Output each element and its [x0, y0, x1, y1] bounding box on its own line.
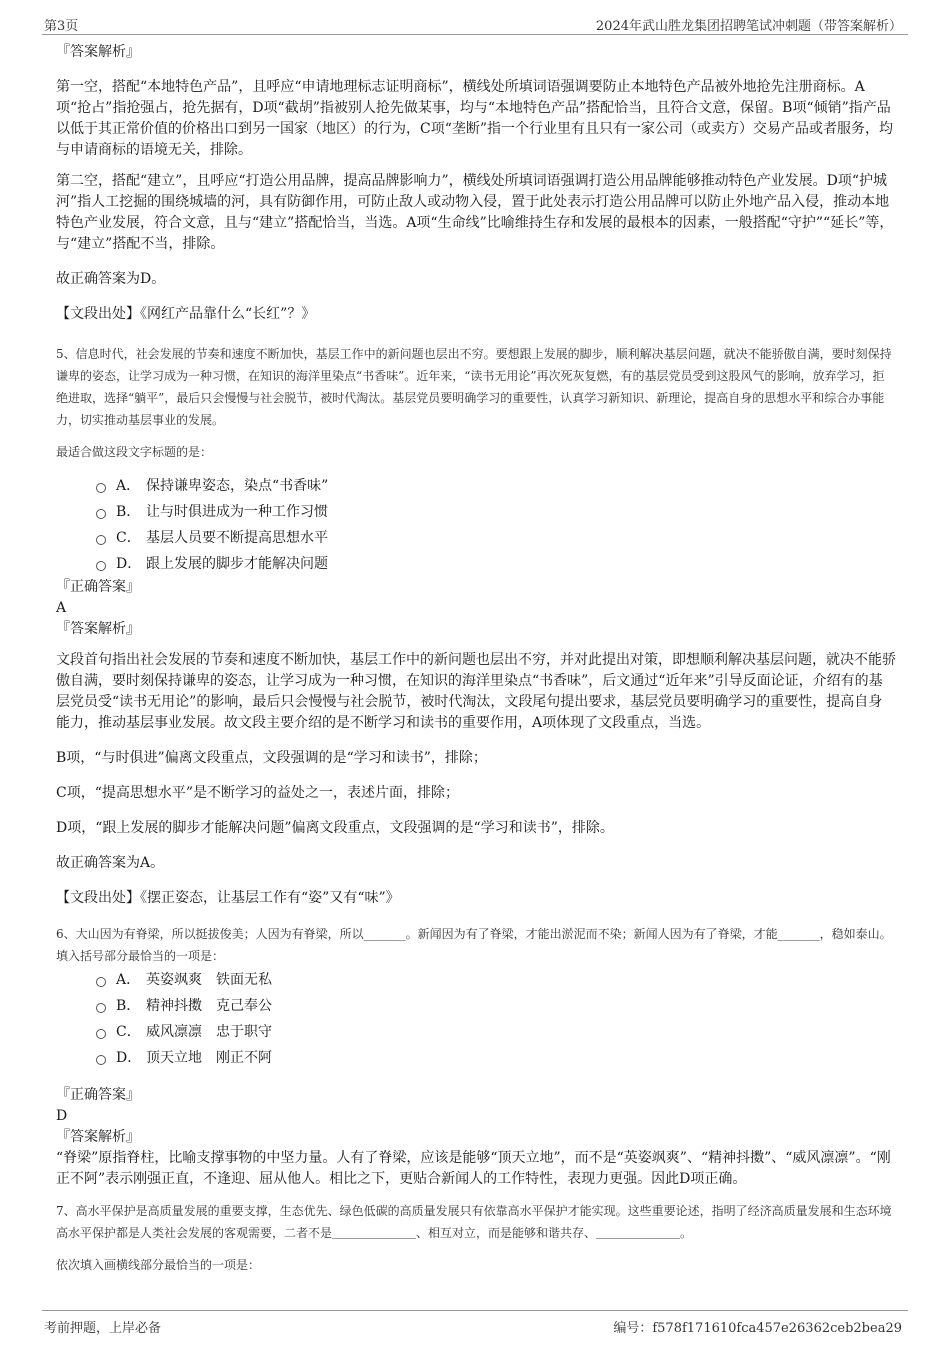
q5-options	[96, 473, 896, 577]
q6-stem: 6、大山因为有脊梁，所以挺拔俊美；人因为有脊梁，所以_______。新闻因为有了脊梁，才能出淤泥而不染；新闻人因为有了脊梁，才能_______，稳如泰山。	[56, 927, 892, 941]
document-code: 编号：f578f171610fca457e26362ceb2bea29	[613, 1321, 902, 1336]
q5-c-note: C项，“提高思想水平”是不断学习的益处之一，表述片面，排除；	[56, 785, 460, 801]
q5-conclusion: 故正确答案为A。	[56, 855, 165, 871]
q5-stem: 5、信息时代，社会发展的节奏和速度不断加快，基层工作中的新问题也层出不穷。要想跟上发展的脚步，顺利解决基层问题，就决不能骄傲自满，要时刻保持谦卑的姿态，让学习成为一种习惯，在知识的海洋里染点“书香味”。近年来，“读书无用论”再次死灰复燃，有的基层党员受到这股风气的影响，放弃学习，拒绝进取，选择“躺平”，最后只会慢慢与社会脱节，被时代淘汰。基层党员要明确学习的重要性，认真学习新知识、新理论，提高自身的思想水平和综合办事能力，切实推动基层事业的发展。	[56, 347, 892, 427]
q4-analysis-label: 『答案解析』	[56, 44, 140, 60]
q5-question: 最适合做这段文字标题的是：	[56, 445, 213, 459]
q6-analysis: “脊梁”原指脊柱，比喻支撑事物的中坚力量。人有了脊梁，应该是能够“顶天立地”，而不是“英姿飒爽”、“精神抖擞”、“威风凛凛”。“刚正不阿”表示刚强正直，不逢迎、屈从他人。相比之下，更贴合新闻人的工作特性，表现力更强。因此D项正确。	[56, 1150, 891, 1187]
radio-icon[interactable]	[96, 561, 106, 571]
q6-option-d[interactable]: D． 顶天立地 刚正不阿	[96, 1045, 896, 1071]
footer-note: 考前押题，上岸必备	[44, 1321, 162, 1336]
document-title: 2024年武山胜龙集团招聘笔试冲刺题（带答案解析）	[595, 19, 902, 34]
q6-option-c[interactable]: C． 威风凛凛 忠于职守	[96, 1019, 896, 1045]
radio-icon[interactable]	[96, 1055, 106, 1065]
q5-analysis: 文段首句指出社会发展的节奏和速度不断加快，基层工作中的新问题也层出不穷，并对此提出对策，即想顺利解决基层问题，就决不能骄傲自满，要时刻保持谦卑的姿态，让学习成为一种习惯，在知识的海洋里染点“书香味”，后文通过“近年来”引导反面论证，介绍有的基层党员受“读书无用论”的影响，最后只会慢慢与社会脱节，被时代淘汰，文段尾句提出要求，基层党员要明确学习的重要性，提高自身能力，推动基层事业发展。故文段主要介绍的是不断学习和读书的重要作用，A项体现了文段重点，当选。	[56, 652, 896, 731]
radio-icon[interactable]	[96, 1003, 106, 1013]
q4-analysis-para1: 第一空，搭配“本地特色产品”，且呼应“申请地理标志证明商标”，横线处所填词语强调要防止本地特色产品被外地抢先注册商标。A项“抢占”指抢强占，抢先据有，D项“截胡”指被别人抢先做某事，均与“本地特色产品”搭配恰当，且符合文意，保留。B项“倾销”指产品以低于其正常价值的价格出口到另一国家（地区）的行为，C项“垄断”指一个行业里有且只有一家公司（或卖方）交易产品或者服务，均与申请商标的语境无关，排除。	[56, 79, 894, 158]
q5-source: 【文段出处】《摆正姿态，让基层工作有“姿”又有“味”》	[56, 890, 400, 906]
q6-options	[96, 967, 896, 1071]
q5-option-a[interactable]: A． 保持谦卑姿态，染点“书香味”	[96, 473, 896, 499]
q5-option-b[interactable]: B． 让与时俱进成为一种工作习惯	[96, 499, 896, 525]
radio-icon[interactable]	[96, 535, 106, 545]
q4-source: 【文段出处】《网红产品靠什么“长红”？》	[56, 306, 316, 322]
q4-conclusion: 故正确答案为D。	[56, 271, 166, 287]
q5-option-c[interactable]: C． 基层人员要不断提高思想水平	[96, 525, 896, 551]
radio-icon[interactable]	[96, 509, 106, 519]
radio-icon[interactable]	[96, 1029, 106, 1039]
q5-d-note: D项，“跟上发展的脚步才能解决问题”偏离文段重点，文段强调的是“学习和读书”，排除。	[56, 820, 614, 836]
q4-analysis-para2: 第二空，搭配“建立”，且呼应“打造公用品牌，提高品牌影响力”，横线处所填词语强调打造公用品牌能够推动特色产业发展。D项“护城河”指人工挖掘的围绕城墙的河，具有防御作用，可防止敌人或动物入侵，置于此处表示打造公用品牌可以防止外地产品入侵，推动本地特色产业发展，符合文意，且与“建立”搭配恰当，当选。A项“生命线”比喻维持生存和发展的最根本的因素，一般搭配“守护”“延长”等，与“建立”搭配不当，排除。	[56, 173, 894, 252]
q5-analysis-label: 『答案解析』	[56, 621, 140, 637]
q6-question: 填入括号部分最恰当的一项是：	[56, 949, 225, 963]
q5-b-note: B项，“与时俱进”偏离文段重点，文段强调的是“学习和读书”，排除；	[56, 750, 487, 766]
page-header	[42, 10, 908, 35]
page-content	[56, 42, 896, 1276]
q6-option-b[interactable]: B． 精神抖擞 克己奉公	[96, 993, 896, 1019]
q6-option-a[interactable]: A． 英姿飒爽 铁面无私	[96, 967, 896, 993]
q6-answer-label: 『正确答案』	[56, 1087, 140, 1103]
q6-analysis-label: 『答案解析』	[56, 1129, 140, 1145]
q5-answer-label: 『正确答案』	[56, 579, 140, 595]
page-footer	[42, 1310, 908, 1335]
page-number: 第3页	[44, 19, 79, 34]
q7-stem: 7、高水平保护是高质量发展的重要支撑，生态优先、绿色低碳的高质量发展只有依靠高水平保护才能实现。这些重要论述，指明了经济高质量发展和生态环境高水平保护都是人类社会发展的客观需要，二者不是＿＿＿＿＿＿＿、相互对立，而是能够和谐共存、＿＿＿＿＿＿＿。	[56, 1204, 892, 1240]
radio-icon[interactable]	[96, 483, 106, 493]
radio-icon[interactable]	[96, 977, 106, 987]
q7-question: 依次填入画横线部分最恰当的一项是：	[56, 1258, 261, 1272]
q5-option-d[interactable]: D． 跟上发展的脚步才能解决问题	[96, 551, 896, 577]
q5-answer: A	[56, 600, 67, 616]
q6-answer: D	[56, 1108, 68, 1124]
